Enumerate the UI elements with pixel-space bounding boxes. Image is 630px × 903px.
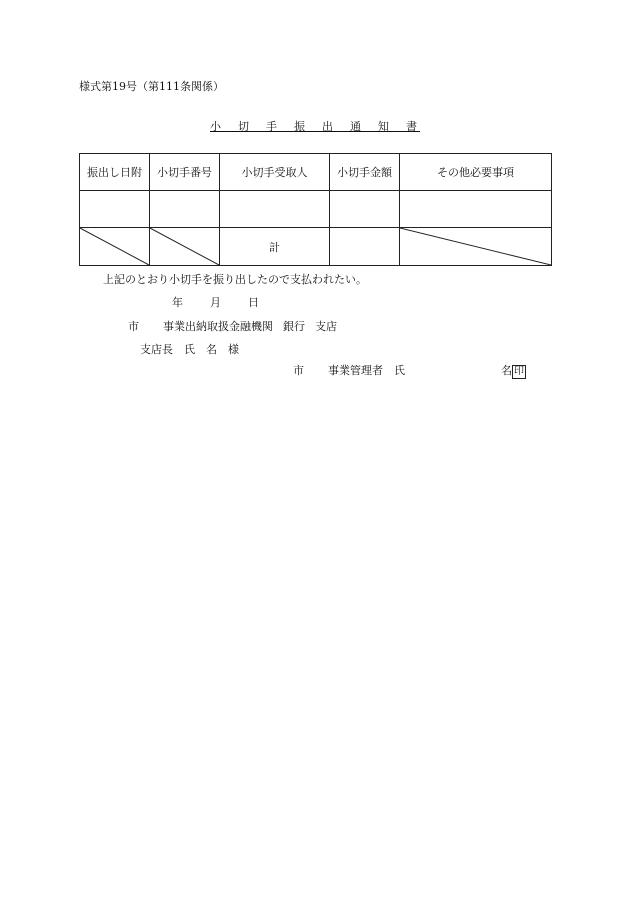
sender-name-label: 名 <box>501 364 512 377</box>
statement-text: 上記のとおり小切手を振り出したので支払われたい。 <box>103 273 367 286</box>
sender-city-label: 市 <box>293 364 304 377</box>
col-header-check-number: 小切手番号 <box>150 154 220 191</box>
check-notice-table <box>79 153 552 266</box>
form-number: 様式第19号（第111条関係） <box>79 80 224 93</box>
total-amount-cell <box>330 228 400 266</box>
diagonal-strike-line <box>400 228 551 265</box>
table-row <box>80 191 552 228</box>
month-label: 月 <box>210 296 221 309</box>
cell-amount <box>330 191 400 228</box>
branch-label: 支店 <box>315 320 337 333</box>
document-title: 小 切 手 振 出 通 知 書 <box>210 120 420 133</box>
cell-check-number <box>150 191 220 228</box>
table-total-row <box>80 228 552 266</box>
cell-issue-date <box>80 191 150 228</box>
year-label: 年 <box>172 296 183 309</box>
col-header-amount: 小切手金額 <box>330 154 400 191</box>
seal-mark: 印 <box>514 366 524 377</box>
day-label: 日 <box>248 296 259 309</box>
col-header-issue-date: 振出し日附 <box>80 154 150 191</box>
bank-line <box>128 321 337 332</box>
diagonal-strike-line <box>80 228 149 265</box>
total-cell-struck-other-matters <box>400 228 552 266</box>
col-header-payee: 小切手受取人 <box>220 154 330 191</box>
col-header-other-matters: その他必要事項 <box>400 154 552 191</box>
total-cell-struck-issue-date <box>80 228 150 266</box>
addressee-line: 支店長 氏 名 様 <box>140 343 239 356</box>
diagonal-strike-line <box>150 228 219 265</box>
bank-city-label: 市 <box>128 320 139 333</box>
table-header-row <box>80 154 552 191</box>
bank-name-label: 事業出納取扱金融機関 <box>163 320 273 333</box>
sender-line <box>293 365 526 379</box>
date-line <box>172 297 259 308</box>
bank-suffix-label: 銀行 <box>283 320 305 333</box>
cell-other-matters <box>400 191 552 228</box>
total-label: 計 <box>220 228 330 266</box>
total-cell-struck-check-number <box>150 228 220 266</box>
cell-payee <box>220 191 330 228</box>
sender-title-label: 事業管理者 氏 <box>328 364 405 377</box>
